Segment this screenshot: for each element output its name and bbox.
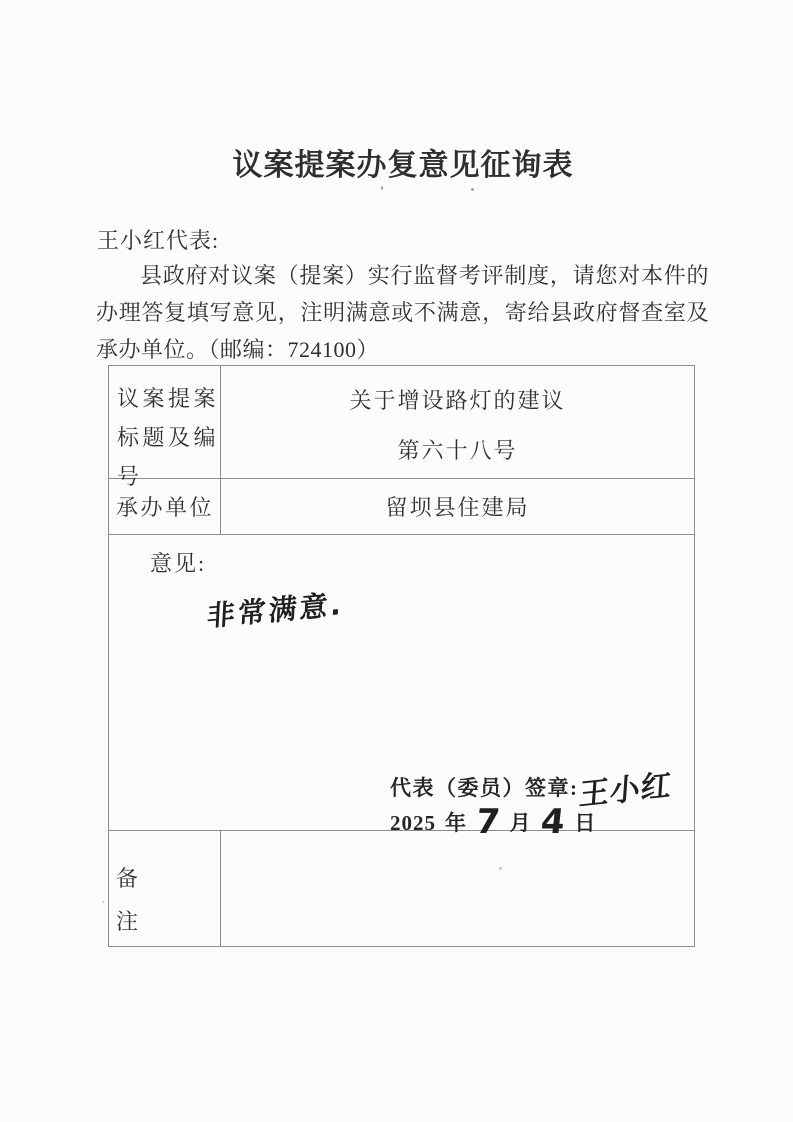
agency-label-cell: [109, 479, 221, 535]
scan-speck: [499, 867, 502, 870]
handwritten-day-digit: 4: [538, 802, 568, 842]
date-day-unit: 日: [574, 811, 597, 835]
consultation-table: [108, 365, 695, 947]
handwritten-signature: 王小红: [577, 767, 673, 814]
scan-speck: [471, 188, 474, 191]
scan-speck: [381, 186, 383, 190]
proposal-title-label: 议案提案标题及编号: [117, 386, 220, 489]
handwritten-month-digit: 7: [473, 802, 503, 842]
date-year: 2025: [390, 811, 436, 835]
remarks-value-cell: [221, 831, 694, 946]
scan-speck: [102, 901, 104, 903]
agency-label: 承办单位: [116, 495, 215, 520]
agency-value: 留坝县住建局: [385, 495, 530, 520]
handwritten-opinion: 非常满意.: [206, 587, 345, 633]
date-month-unit: 月: [509, 811, 532, 835]
signature-label: 代表（委员）签章:: [390, 775, 579, 800]
proposal-title-value-cell: [221, 366, 694, 479]
document-title: 议案提案办复意见征询表: [232, 149, 574, 182]
opinion-cell: [109, 535, 694, 842]
proposal-title-label-cell: [109, 366, 221, 489]
proposal-title-text: 关于增设路灯的建议: [349, 387, 566, 413]
remarks-label-cell: [109, 831, 221, 946]
intro-paragraph: 县政府对议案（提案）实行监督考评制度，请您对本件的办理答复填写意见，注明满意或不满意，寄给县政府督查室及承办单位。（邮编：724100）: [96, 263, 709, 362]
date-year-unit: 年: [445, 811, 467, 835]
agency-value-cell: [221, 479, 694, 535]
proposal-number-text: 第六十八号: [397, 437, 518, 463]
opinion-label: 意见:: [150, 551, 207, 576]
remarks-label: 备注: [116, 866, 139, 934]
salutation-line: 王小红代表:: [97, 228, 220, 253]
